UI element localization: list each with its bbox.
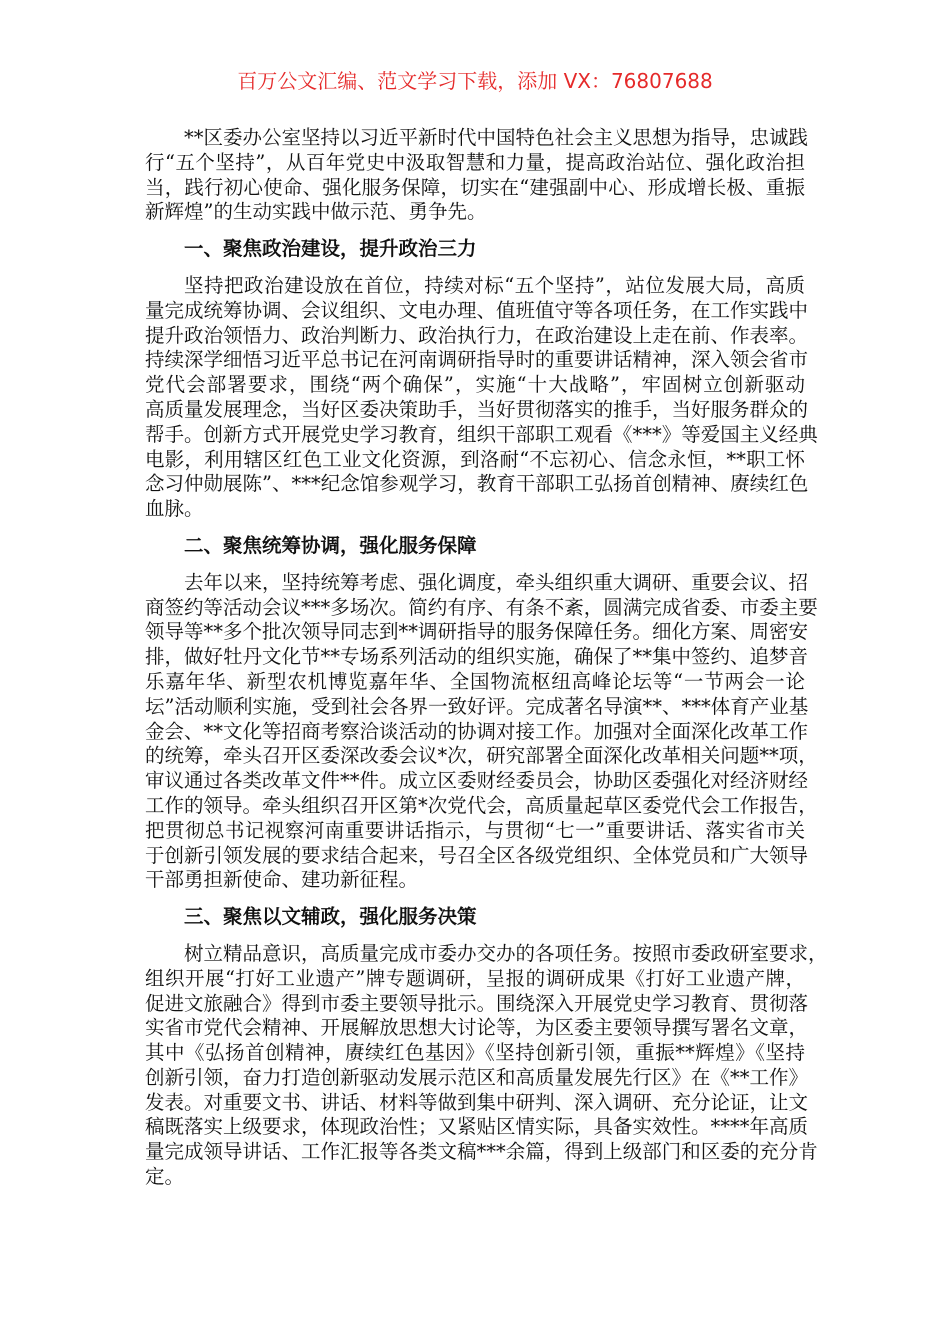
watermark-banner: 百万公文汇编、范文学习下载，添加 VX：76807688	[237, 69, 713, 93]
paragraph-line: 的统筹，牵头召开区委深改委会议*次，研究部署全面深化改革相关问题**项，	[145, 744, 818, 768]
paragraph	[145, 570, 818, 893]
paragraph-line: 念习仲勋展陈”、***纪念馆参观学习，教育干部职工弘扬首创精神、赓续红色	[145, 472, 809, 496]
paragraph-line: 树立精品意识，高质量完成市委办交办的各项任务。按照市委政研室要求，	[184, 941, 828, 965]
paragraph-line: 审议通过各类改革文件**件。成立区委财经委员会，协助区委强化对经济财经	[145, 769, 809, 793]
paragraph-line: 定。	[145, 1165, 185, 1189]
paragraph-line: 新辉煌”的生动实践中做示范、勇争先。	[145, 200, 487, 224]
paragraph	[145, 273, 818, 522]
paragraph-line: 其中《弘扬首创精神，赓续红色基因》《坚持创新引领，重振**辉煌》《坚持	[145, 1041, 805, 1065]
paragraph-line: 坛”活动顺利实施，受到社会各界一致好评。完成著名导演**、***体育产业基	[145, 694, 809, 718]
paragraph	[145, 126, 809, 225]
paragraph-line: 金会、**文化等招商考察洽谈活动的协调对接工作。加强对全面深化改革工作	[145, 719, 809, 743]
paragraph-line: 干部勇担新使命、建功新征程。	[145, 868, 419, 892]
paragraph-line: 促进文旅融合》得到市委主要领导批示。围绕深入开展党史学习教育、贯彻落	[145, 991, 809, 1015]
paragraph-line: 高质量发展理念，当好区委决策助手，当好贯彻落实的推手，当好服务群众的	[145, 397, 809, 421]
paragraph-line: 量完成统筹协调、会议组织、文电办理、值班值守等各项任务，在工作实践中	[145, 298, 809, 322]
paragraph-line: 电影，利用辖区红色工业文化资源，到洛耐“不忘初心、信念永恒，**职工怀	[145, 447, 805, 471]
paragraph-line: 创新引领，奋力打造创新驱动发展示范区和高质量发展先行区》在《**工作》	[145, 1065, 809, 1089]
paragraph-line: 提升政治领悟力、政治判断力、政治执行力，在政治建设上走在前、作表率。	[145, 323, 809, 347]
paragraph-line: 实省市党代会精神、开展解放思想大讨论等，为区委主要领导撰写署名文章，	[145, 1016, 809, 1040]
section-heading: 二、聚焦统筹协调，强化服务保障	[184, 533, 477, 557]
paragraph-line: 帮手。创新方式开展党史学习教育，组织干部职工观看《***》等爱国主义经典	[145, 422, 818, 446]
document-body	[145, 126, 828, 1202]
paragraph-line: 把贯彻总书记视察河南重要讲话指示，与贯彻“七一”重要讲话、落实省市关	[145, 818, 805, 842]
paragraph-line: 组织开展“打好工业遗产”牌专题调研，呈报的调研成果《打好工业遗产牌，	[145, 966, 805, 990]
paragraph-line: 排，做好牡丹文化节**专场系列活动的组织实施，确保了**集中签约、追梦音	[145, 645, 809, 669]
paragraph-line: 乐嘉年华、新型农机博览嘉年华、全国物流枢纽高峰论坛等“一节两会一论	[145, 669, 805, 693]
paragraph-line: 发表。对重要文书、讲话、材料等做到集中研判、深入调研、充分论证，让文	[145, 1090, 809, 1114]
paragraph-line: **区委办公室坚持以习近平新时代中国特色社会主义思想为指导，忠诚践	[184, 126, 809, 149]
section-heading: 一、聚焦政治建设，提升政治三力	[184, 237, 477, 261]
paragraph-line: 当，践行初心使命、强化服务保障，切实在“建强副中心、形成增长极、重振	[145, 175, 805, 199]
paragraph-line: 持续深学细悟习近平总书记在河南调研指导时的重要讲话精神，深入领会省市	[145, 348, 809, 372]
paragraph-line: 党代会部署要求，围绕“两个确保”，实施“十大战略”，牢固树立创新驱动	[145, 373, 805, 397]
paragraph-line: 血脉。	[145, 497, 204, 521]
paragraph-line: 商签约等活动会议***多场次。简约有序、有条不紊，圆满完成省委、市委主要	[145, 595, 818, 619]
paragraph-line: 坚持把政治建设放在首位，持续对标“五个坚持”，站位发展大局，高质	[184, 273, 805, 297]
paragraph-line: 稿既落实上级要求，体现政治性；又紧贴区情实际，具备实效性。****年高质	[145, 1115, 809, 1139]
paragraph-line: 工作的领导。牵头组织召开区第*次党代会，高质量起草区委党代会工作报告，	[145, 793, 818, 817]
paragraph-line: 行“五个坚持”，从百年党史中汲取智慧和力量，提高政治站位、强化政治担	[145, 150, 805, 174]
paragraph-line: 于创新引领发展的要求结合起来，号召全区各级党组织、全体党员和广大领导	[145, 843, 809, 867]
paragraph-line: 去年以来，坚持统筹考虑、强化调度，牵头组织重大调研、重要会议、招	[184, 570, 809, 594]
paragraph-line: 领导等**多个批次领导同志到**调研指导的服务保障任务。细化方案、周密安	[145, 620, 809, 644]
paragraph-line: 量完成领导讲话、工作汇报等各类文稿***余篇，得到上级部门和区委的充分肯	[145, 1140, 818, 1164]
paragraph	[145, 941, 828, 1190]
section-heading: 三、聚焦以文辅政，强化服务决策	[184, 905, 477, 929]
